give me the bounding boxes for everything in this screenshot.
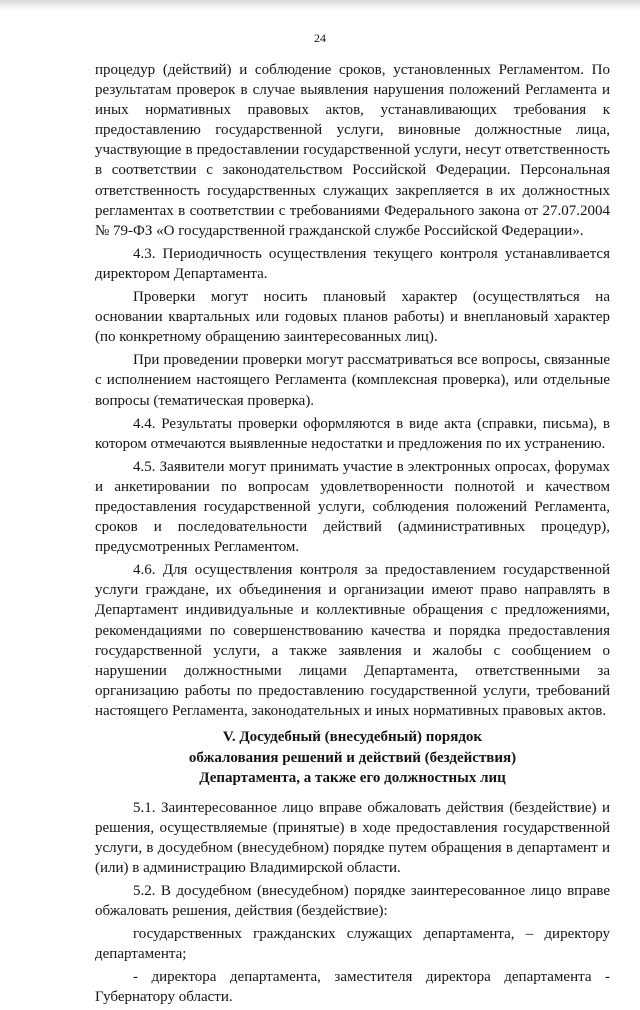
paragraph: государственных гражданских служащих департамента, – директору департамента;	[95, 926, 610, 963]
paragraph: 4.6. Для осуществления контроля за предоставлением государственной услуги граждане, их объединения и организации имеют право направлять в Департамент индивидуальные и коллективные обращения с предложениями, рекомендациями по совершенствованию качества и порядка предоставления государственной услуги, а также заявления и жалобы с сообщением о нарушении должностными лицами Департамента, ответственными за организацию работы по предоставлению государственной услуги, требований настоящего Регламента, законодательных и иных нормативных правовых актов.	[95, 562, 610, 719]
heading-line-1: V. Досудебный (внесудебный) порядок	[222, 729, 483, 745]
document-body	[95, 60, 610, 1010]
section-5-paragraphs	[95, 798, 610, 1008]
scan-edge-shadow	[0, 0, 640, 10]
paragraph: 5.2. В досудебном (внесудебном) порядке заинтересованное лицо вправе обжаловать решения, действия (бездействие):	[95, 882, 610, 919]
page-number: 24	[314, 31, 326, 45]
heading-line-3: Департамента, а также его должностных лиц	[199, 770, 506, 786]
section-4-paragraphs	[95, 60, 610, 721]
paragraph: 5.1. Заинтересованное лицо вправе обжаловать действия (бездействие) и решения, осуществляемые (принятые) в ходе предоставления государственной услуги, в досудебном (внесудебном) порядке путем обращения в департамент и (или) в администрацию Владимирской области.	[95, 799, 610, 876]
paragraph: Проверки могут носить плановый характер (осуществляться на основании квартальных или годовых планов работы) и внеплановый характер (по конкретному обращению заинтересованных лиц).	[95, 289, 610, 346]
paragraph: При проведении проверки могут рассматриваться все вопросы, связанные с исполнением настоящего Регламента (комплексная проверка), или отдельные вопросы (тематическая проверка).	[95, 352, 610, 409]
section-5-heading	[95, 727, 610, 789]
paragraph: - директора департамента, заместителя директора департамента - Губернатору области.	[95, 969, 610, 1006]
paragraph: 4.3. Периодичность осуществления текущего контроля устанавливается директором Департамента.	[95, 245, 610, 282]
heading-line-2: обжалования решений и действий (бездействия)	[188, 749, 517, 766]
paragraph: 4.4. Результаты проверки оформляются в виде акта (справки, письма), в котором отмечаются выявленные недостатки и предложения по их устранению.	[95, 415, 610, 452]
paragraph: 4.5. Заявители могут принимать участие в электронных опросах, форумах и анкетировании по вопросам удовлетворенности полнотой и качеством предоставления государственной услуги, соблюдения положений Регламента, сроков и последовательности действий (административных процедур), предусмотренных Регламентом.	[95, 458, 610, 556]
paragraph: процедур (действий) и соблюдение сроков, установленных Регламентом. По результатам проверок в случае выявления нарушения положений Регламента и иных нормативных правовых актов, устанавливающих требования к предоставлению государственной услуги, виновные должностные лица, участвующие в предоставлении государственной услуги, несут ответственность в соответствии с законодательством Российской Федерации. Персональная ответственность государственных служащих закрепляется в их должностных регламентах в соответствии с требованиями Федерального закона от 27.07.2004 № 79-ФЗ «О государственной гражданской службе Российской Федерации».	[95, 62, 610, 239]
